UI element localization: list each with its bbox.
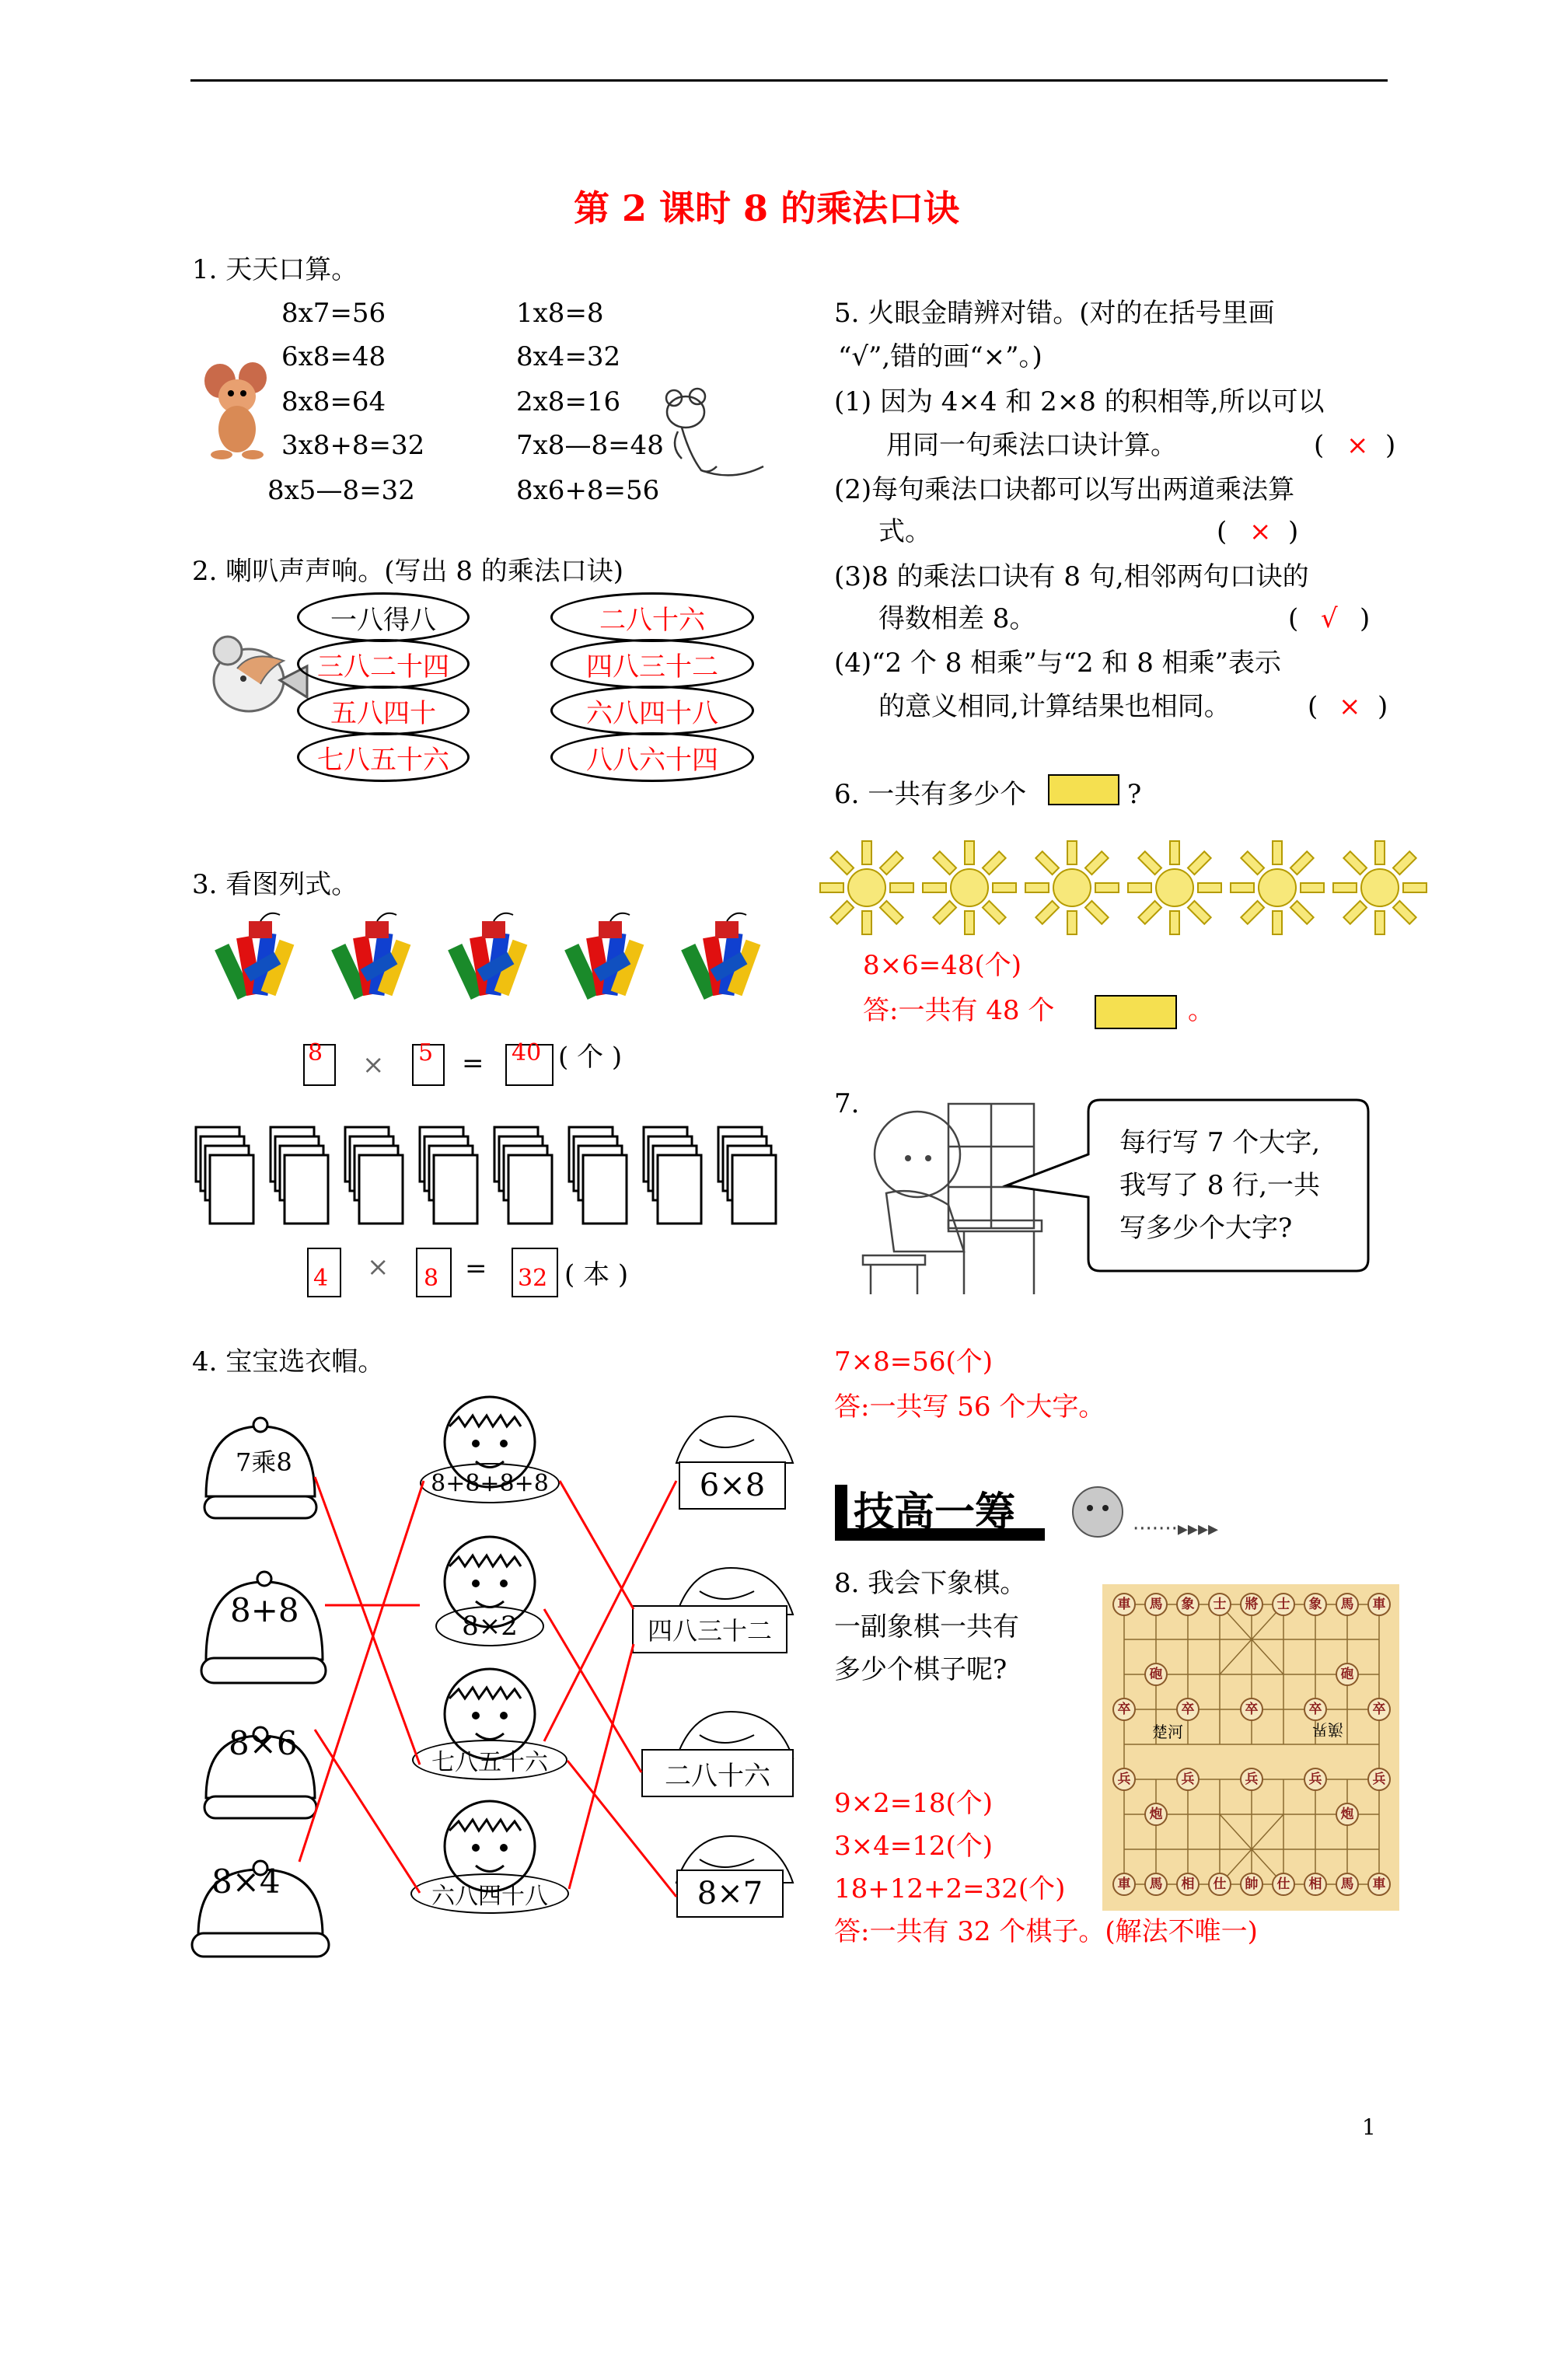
q5-bracket-open: ( bbox=[1217, 516, 1228, 547]
q1-col1-item: 3x8+8=32 bbox=[281, 430, 425, 461]
q5-mark: × bbox=[1249, 516, 1272, 547]
answer-box: 8 bbox=[303, 1044, 336, 1086]
q1-col2-item: 7x8—8=48 bbox=[516, 430, 664, 461]
q8-answer: 答:一共有 32 个棋子。(解法不唯一) bbox=[834, 1916, 1258, 1947]
q3-heading: 3. 看图列式。 bbox=[192, 869, 358, 900]
q1-col1-item: 8x5—8=32 bbox=[267, 475, 415, 506]
chess-piece: 士 bbox=[1208, 1593, 1231, 1616]
chess-piece: 士 bbox=[1272, 1593, 1295, 1616]
chess-piece: 象 bbox=[1304, 1593, 1327, 1616]
chant-oval: 七八五十六 bbox=[297, 732, 470, 782]
q5-item-line1: (1) 因为 4×4 和 2×8 的积相等,所以可以 bbox=[834, 386, 1325, 417]
chess-piece: 卒 bbox=[1304, 1698, 1327, 1721]
q5-item-line2: 式。 bbox=[878, 516, 931, 547]
hat-label: 8+8 bbox=[230, 1591, 299, 1629]
chess-piece: 砲 bbox=[1144, 1663, 1168, 1686]
q7-answer: 答:一共写 56 个大字。 bbox=[834, 1391, 1105, 1423]
clothes-label: 8×7 bbox=[676, 1870, 784, 1918]
q5-bracket-open: ( bbox=[1308, 691, 1318, 722]
page-title: 第 2 课时 8 的乘法口诀 bbox=[574, 187, 960, 229]
q1-col2-item: 8x6+8=56 bbox=[516, 475, 660, 506]
q5-bracket-close: ) bbox=[1360, 603, 1371, 634]
q5-heading-2: “√”,错的画“×”。) bbox=[838, 341, 1042, 372]
yellow-rectangle-icon bbox=[1048, 774, 1119, 805]
chess-piece: 兵 bbox=[1240, 1768, 1263, 1791]
chess-piece: 車 bbox=[1367, 1593, 1391, 1616]
face-label: 六八四十八 bbox=[410, 1873, 569, 1914]
q6-question-mark: ? bbox=[1127, 779, 1142, 810]
chess-piece: 砲 bbox=[1336, 1663, 1359, 1686]
chant-oval: 六八四十八 bbox=[550, 686, 754, 735]
times-sign: × bbox=[362, 1049, 385, 1081]
clothes-label: 二八十六 bbox=[641, 1749, 794, 1797]
q5-bracket-open: ( bbox=[1314, 430, 1325, 461]
q8-line: 一副象棋一共有 bbox=[834, 1611, 1019, 1643]
q6-answer: 答:一共有 48 个 bbox=[863, 995, 1055, 1026]
clothes-label: 6×8 bbox=[679, 1461, 786, 1510]
river-label-right: 漢界 bbox=[1312, 1720, 1343, 1739]
q5-item-line1: (4)“2 个 8 相乘”与“2 和 8 相乘”表示 bbox=[834, 648, 1282, 679]
chant-oval: 五八四十 bbox=[297, 686, 470, 735]
q6-equation: 8×6=48(个) bbox=[863, 950, 1022, 981]
hat-label: 7乘8 bbox=[236, 1447, 292, 1477]
q6-answer-end: 。 bbox=[1188, 995, 1214, 1026]
chess-piece: 車 bbox=[1112, 1873, 1136, 1896]
chess-piece: 馬 bbox=[1336, 1593, 1359, 1616]
chess-piece: 卒 bbox=[1367, 1698, 1391, 1721]
chess-piece: 相 bbox=[1304, 1873, 1327, 1896]
chess-piece: 將 bbox=[1240, 1593, 1263, 1616]
q1-col2-item: 2x8=16 bbox=[516, 386, 621, 417]
q8-calc: 9×2=18(个) bbox=[834, 1788, 994, 1819]
face-label: 七八五十六 bbox=[412, 1740, 567, 1780]
svg-text:·······▸▸▸▸: ·······▸▸▸▸ bbox=[1133, 1517, 1219, 1541]
chess-piece: 馬 bbox=[1144, 1873, 1168, 1896]
chess-piece: 炮 bbox=[1336, 1803, 1359, 1826]
answer-box: 5 bbox=[412, 1044, 445, 1086]
chant-oval: 八八六十四 bbox=[550, 732, 754, 782]
q5-item-line1: (3)8 的乘法口诀有 8 句,相邻两句口诀的 bbox=[834, 561, 1309, 592]
chess-piece: 卒 bbox=[1112, 1698, 1136, 1721]
chess-piece: 兵 bbox=[1304, 1768, 1327, 1791]
q4-heading: 4. 宝宝选衣帽。 bbox=[192, 1346, 385, 1377]
hat-label: 8×4 bbox=[211, 1863, 281, 1901]
q1-col2-item: 8x4=32 bbox=[516, 341, 621, 372]
q5-mark: √ bbox=[1321, 603, 1338, 634]
chess-piece: 車 bbox=[1112, 1593, 1136, 1616]
q5-item-line2: 得数相差 8。 bbox=[878, 603, 1036, 634]
q5-bracket-open: ( bbox=[1288, 603, 1299, 634]
chess-piece: 帥 bbox=[1240, 1873, 1263, 1896]
chant-oval: 二八十六 bbox=[550, 592, 754, 642]
chess-piece: 象 bbox=[1176, 1593, 1200, 1616]
q5-item-line1: (2)每句乘法口诀都可以写出两道乘法算 bbox=[834, 474, 1295, 505]
q8-line: 多少个棋子呢? bbox=[834, 1654, 1008, 1685]
q1-col1-item: 8x7=56 bbox=[281, 298, 386, 329]
answer-box: 4 bbox=[307, 1248, 341, 1297]
equals-sign: = bbox=[462, 1048, 484, 1079]
chant-oval: 四八三十二 bbox=[550, 639, 754, 689]
q8-line: 8. 我会下象棋。 bbox=[834, 1568, 1027, 1599]
banner-title: 技高一筹 bbox=[854, 1489, 1016, 1536]
q5-heading: 5. 火眼金睛辨对错。(对的在括号里画 bbox=[834, 298, 1275, 329]
hat-label: 8×6 bbox=[229, 1724, 298, 1762]
chess-piece: 仕 bbox=[1208, 1873, 1231, 1896]
river-label-left: 楚河 bbox=[1152, 1723, 1183, 1741]
q5-bracket-close: ) bbox=[1385, 430, 1396, 461]
times-sign: × bbox=[367, 1252, 389, 1283]
chess-piece: 馬 bbox=[1144, 1593, 1168, 1616]
unit-label: ( 个 ) bbox=[558, 1042, 623, 1073]
chess-piece: 兵 bbox=[1176, 1768, 1200, 1791]
yellow-rectangle-icon bbox=[1095, 995, 1177, 1029]
page-number: 1 bbox=[1362, 2114, 1376, 2140]
chess-piece: 仕 bbox=[1272, 1873, 1295, 1896]
q5-bracket-close: ) bbox=[1378, 691, 1388, 722]
chess-piece: 兵 bbox=[1367, 1768, 1391, 1791]
chess-piece: 卒 bbox=[1240, 1698, 1263, 1721]
face-label: 8×2 bbox=[435, 1606, 544, 1646]
q8-calc: 18+12+2=32(个) bbox=[834, 1873, 1066, 1904]
speech-line: 我写了 8 行,一共 bbox=[1119, 1170, 1321, 1201]
clothes-label: 四八三十二 bbox=[632, 1605, 787, 1653]
chess-piece: 相 bbox=[1176, 1873, 1200, 1896]
chess-piece: 車 bbox=[1367, 1873, 1391, 1896]
q5-mark: × bbox=[1339, 691, 1361, 722]
chess-piece: 馬 bbox=[1336, 1873, 1359, 1896]
q1-col2-item: 1x8=8 bbox=[516, 298, 604, 329]
answer-box: 40 bbox=[505, 1044, 554, 1086]
chess-board-grid bbox=[1102, 1584, 1399, 1911]
q8-calc: 3×4=12(个) bbox=[834, 1831, 994, 1862]
unit-label: ( 本 ) bbox=[564, 1259, 629, 1290]
q5-bracket-close: ) bbox=[1288, 516, 1299, 547]
q1-col1-item: 6x8=48 bbox=[281, 341, 386, 372]
q5-item-line2: 用同一句乘法口诀计算。 bbox=[886, 430, 1177, 461]
q7-heading: 7. bbox=[834, 1088, 860, 1119]
chess-piece: 炮 bbox=[1144, 1803, 1168, 1826]
chess-piece: 兵 bbox=[1112, 1768, 1136, 1791]
speech-line: 写多少个大字? bbox=[1119, 1213, 1293, 1244]
q5-item-line2: 的意义相同,计算结果也相同。 bbox=[878, 691, 1231, 722]
chant-oval: 三八二十四 bbox=[297, 639, 470, 689]
q1-col1-item: 8x8=64 bbox=[281, 386, 386, 417]
chant-oval: 一八得八 bbox=[297, 592, 470, 642]
face-label: 8+8+8+8 bbox=[420, 1463, 560, 1503]
q6-heading: 6. 一共有多少个 bbox=[834, 779, 1027, 810]
speech-line: 每行写 7 个大字, bbox=[1119, 1127, 1321, 1158]
answer-box: 8 bbox=[416, 1248, 452, 1297]
chess-piece: 卒 bbox=[1176, 1698, 1200, 1721]
suns-illustration bbox=[820, 841, 1442, 942]
q2-heading: 2. 喇叭声声响。(写出 8 的乘法口诀) bbox=[192, 556, 624, 587]
equals-sign: = bbox=[465, 1253, 487, 1284]
answer-box: 32 bbox=[512, 1248, 558, 1297]
q1-heading: 1. 天天口算。 bbox=[192, 254, 358, 285]
q7-equation: 7×8=56(个) bbox=[834, 1346, 994, 1377]
q5-mark: × bbox=[1346, 430, 1369, 461]
